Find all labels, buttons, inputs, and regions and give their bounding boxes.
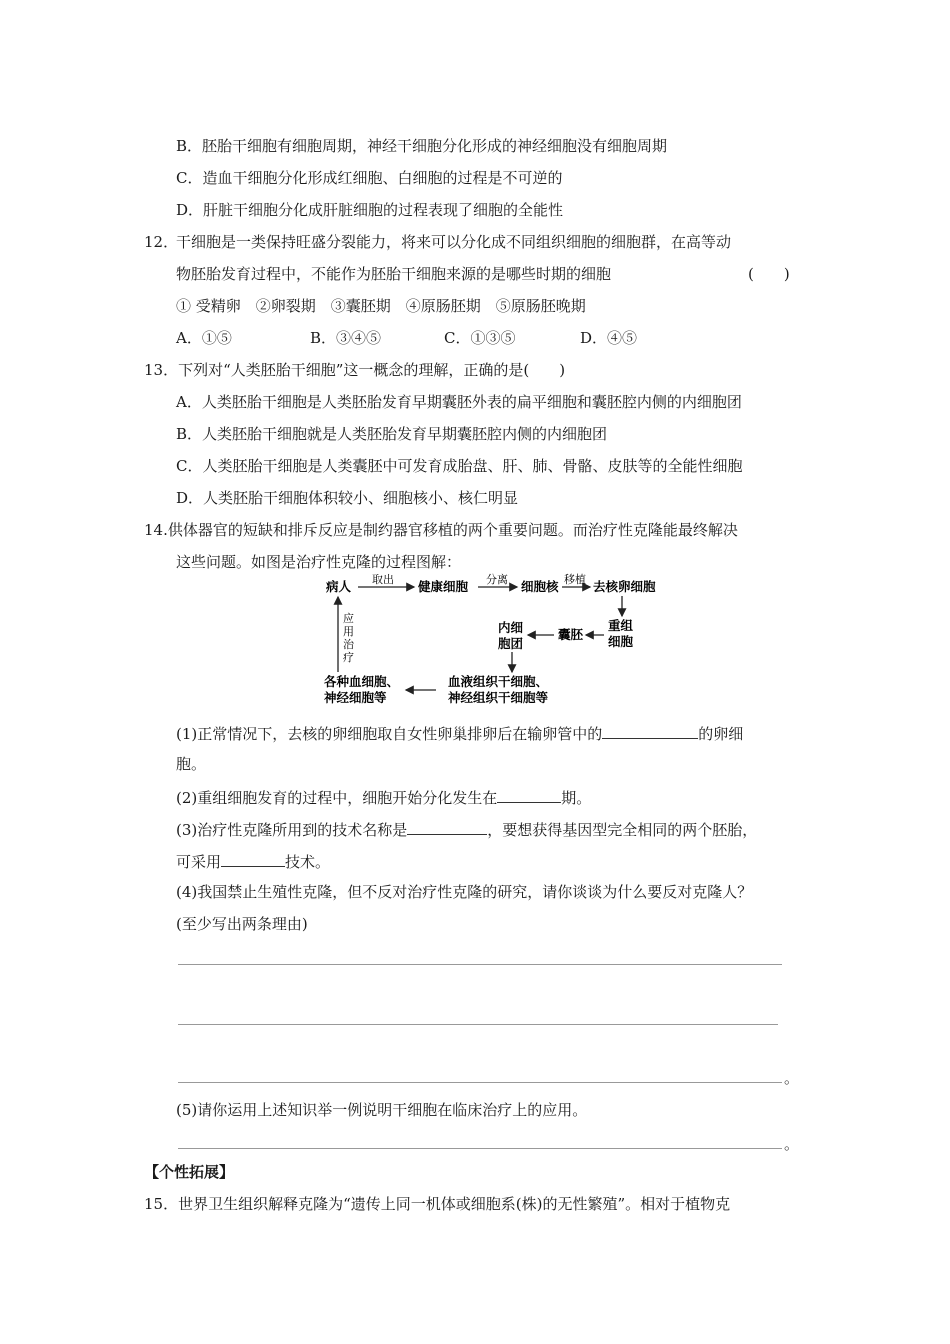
q14-sub4-period: 。	[784, 1069, 800, 1087]
q14-sub1-text-a: (1)正常情况下，去核的卵细胞取自女性卵巢排卵后在输卵管中的	[176, 725, 603, 743]
q14-sub3-text-b: ，要想获得基因型完全相同的两个胚胎，	[487, 821, 758, 839]
arrow-transplant-label: 移植	[564, 573, 586, 586]
q14-sub2-blank[interactable]	[497, 786, 561, 803]
q14-sub3-blank-2[interactable]	[221, 850, 285, 867]
q14-sub2-text-b: 期。	[561, 789, 592, 807]
q14-sub4-note: (至少写出两条理由)	[176, 915, 308, 933]
q12-number: 12．	[144, 233, 179, 251]
q14-sub2	[176, 786, 591, 808]
node-stem-cells-1: 血液组织干细胞、	[448, 674, 549, 689]
q14-sub1-text-b: 的卵细	[698, 725, 744, 743]
q14-sub4-answer-line-1[interactable]	[178, 964, 782, 965]
node-stem-cells-2: 神经组织干细胞等	[448, 690, 549, 705]
q14-sub5: (5)请你运用上述知识举一例说明干细胞在临床治疗上的应用。	[176, 1101, 588, 1119]
q14-sub5-answer-line[interactable]	[178, 1148, 782, 1149]
q12-stages: ① 受精卵 ②卵裂期 ③囊胚期 ④原肠胚期 ⑤原肠胚晚期	[176, 297, 586, 315]
node-blood-cells-1: 各种血细胞、	[324, 674, 400, 689]
node-nucleus: 细胞核	[521, 579, 559, 594]
q11-option-b: B．胚胎干细胞有细胞周期，神经干细胞分化形成的神经细胞没有细胞周期	[176, 137, 668, 155]
q12-stem-line2: 物胚胎发育过程中，不能作为胚胎干细胞来源的是哪些时期的细胞	[176, 265, 612, 283]
apply-label-1: 应	[343, 612, 354, 625]
q14-sub3	[176, 818, 757, 840]
q14-sub1-blank[interactable]	[602, 722, 698, 739]
q14-sub3-text-c: 可采用	[176, 853, 222, 871]
node-enucleated-egg: 去核卵细胞	[593, 579, 656, 594]
q13-option-c: C．人类胚胎干细胞是人类囊胚中可发育成胎盘、肝、肺、骨骼、皮肤等的全能性细胞	[176, 457, 743, 475]
q13-option-a: A．人类胚胎干细胞是人类胚胎发育早期囊胚外表的扁平细胞和囊胚腔内侧的内细胞团	[176, 393, 742, 411]
arrow-takeout-label: 取出	[372, 573, 394, 586]
arrow-separate-label: 分离	[486, 573, 508, 586]
node-blastocyst: 囊胚	[558, 627, 584, 642]
q12-answer-paren: ( )	[748, 265, 790, 283]
q14-sub5-period: 。	[784, 1135, 800, 1153]
q14-stem-line1: 14.供体器官的短缺和排斥反应是制约器官移植的两个重要问题。而治疗性克隆能最终解决	[144, 521, 738, 539]
node-inner-mass-1: 内细	[498, 620, 524, 635]
q14-sub4-answer-line-2[interactable]	[178, 1024, 778, 1025]
q14-sub2-text-a: (2)重组细胞发育的过程中，细胞开始分化发生在	[176, 789, 498, 807]
q12-stem-line1: 干细胞是一类保持旺盛分裂能力，将来可以分化成不同组织细胞的细胞群，在高等动	[176, 233, 732, 251]
q14-sub3-text-d: 技术。	[285, 853, 331, 871]
q12-option-d: D．④⑤	[580, 329, 638, 347]
node-recombined-1: 重组	[608, 618, 634, 633]
q13-option-b: B．人类胚胎干细胞就是人类胚胎发育早期囊胚腔内侧的内细胞团	[176, 425, 608, 443]
q14-sub1-cont: 胞。	[176, 755, 207, 773]
section-heading: 【个性拓展】	[144, 1163, 235, 1181]
q13-stem: 13．下列对“人类胚胎干细胞”这一概念的理解，正确的是( )	[144, 361, 566, 379]
q11-option-c: C．造血干细胞分化形成红细胞、白细胞的过程是不可逆的	[176, 169, 563, 187]
q13-option-d: D．人类胚胎干细胞体积较小、细胞核小、核仁明显	[176, 489, 519, 507]
q14-sub3-text-a: (3)治疗性克隆所用到的技术名称是	[176, 821, 408, 839]
q12-option-c: C．①③⑤	[444, 329, 516, 347]
q14-sub3-blank-1[interactable]	[407, 818, 487, 835]
apply-label-4: 疗	[343, 651, 354, 664]
node-patient: 病人	[326, 579, 352, 594]
cloning-process-diagram	[322, 572, 662, 708]
apply-label-2: 用	[343, 625, 354, 638]
q15-stem: 15．世界卫生组织解释克隆为“遗传上同一机体或细胞系(株)的无性繁殖”。相对于植物克	[144, 1195, 731, 1213]
apply-label-3: 治	[343, 638, 354, 651]
q14-sub4: (4)我国禁止生殖性克隆，但不反对治疗性克隆的研究，请你谈谈为什么要反对克隆人？	[176, 883, 753, 901]
node-blood-cells-2: 神经细胞等	[324, 690, 387, 705]
node-healthy-cell: 健康细胞	[418, 579, 469, 594]
node-inner-mass-2: 胞团	[498, 636, 524, 651]
q12-option-a: A．①⑤	[176, 329, 232, 347]
q14-sub3-cont	[176, 850, 330, 872]
q12-option-b: B．③④⑤	[310, 329, 382, 347]
q14-sub1	[176, 722, 743, 744]
q11-option-d: D．肝脏干细胞分化成肝脏细胞的过程表现了细胞的全能性	[176, 201, 564, 219]
node-recombined-2: 细胞	[608, 634, 634, 649]
q14-sub4-answer-line-3[interactable]	[178, 1082, 782, 1083]
q14-stem-line2: 这些问题。如图是治疗性克隆的过程图解：	[176, 553, 462, 571]
